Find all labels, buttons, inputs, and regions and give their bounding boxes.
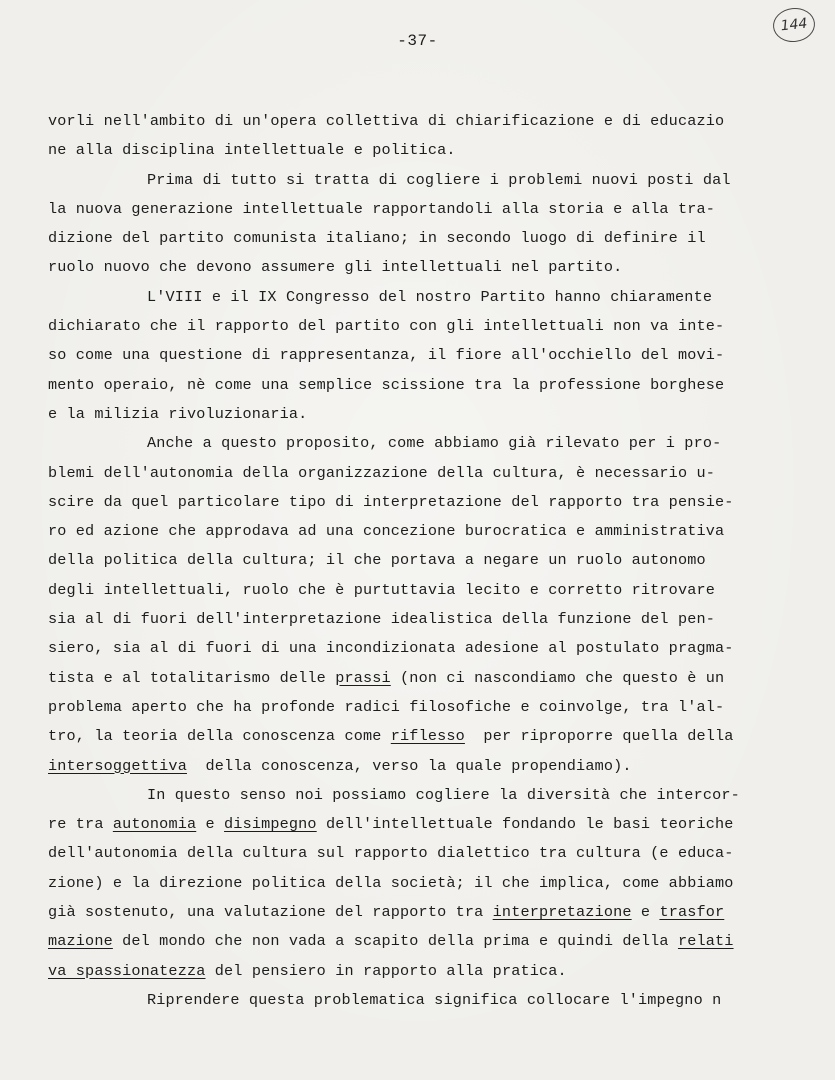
text-segment: per riproporre quella della [464, 727, 734, 746]
text-segment: della conoscenza, verso la quale propendiamo). [186, 756, 632, 775]
text-line: vorli nell'ambito di un'opera collettiva di chiarificazione e di educazio [48, 112, 725, 130]
text-line: In questo senso noi possiamo cogliere la diversità che intercor- [147, 785, 740, 804]
text-line: ro ed azione che approdava ad una concezione burocratica e amministrativa [48, 522, 725, 541]
underlined-term: mazione [48, 932, 113, 951]
text-line: problema aperto che ha profonde radici filosofiche e coinvolge, tra l'al- [48, 697, 725, 716]
text-line: sia al di fuori dell'interpretazione idealistica della funzione del pen- [48, 610, 716, 629]
text-line: siero, sia al di fuori di una incondizionata adesione al postulato pragma- [48, 639, 734, 658]
page-number: -37- [397, 32, 438, 50]
text-segment: tro, la teoria della conoscenza come [48, 727, 391, 746]
text-line [48, 898, 788, 927]
underlined-term: prassi [335, 668, 391, 687]
underlined-term: interpretazione [492, 903, 632, 922]
text-segment: dell'intellettuale fondando le basi teoriche [316, 815, 734, 834]
text-segment: del mondo che non vada a scapito della prima e quindi della [112, 932, 678, 951]
text-segment: tista e al totalitarismo delle [48, 668, 336, 687]
body-text [48, 107, 788, 1015]
text-line: Riprendere questa problematica significa collocare l'impegno n [147, 990, 722, 1009]
underlined-term: riflesso [390, 727, 465, 746]
text-line: degli intellettuali, ruolo che è purtuttavia lecito e corretto ritrovare [48, 580, 716, 599]
text-line [48, 957, 788, 986]
underlined-term: trasfor [659, 903, 725, 922]
text-line: dell'autonomia della cultura sul rapporto dialettico tra cultura (e educa- [48, 844, 734, 863]
archive-stamp: 144 [771, 6, 816, 44]
text-line: so come una questione di rappresentanza, il fiore all'occhiello del movi- [48, 346, 725, 365]
underlined-term: va spassionatezza [48, 961, 206, 980]
underlined-term: autonomia [112, 815, 197, 834]
text-line: dizione del partito comunista italiano; in secondo luogo di definire il [48, 229, 706, 248]
text-line: zione) e la direzione politica della società; il che implica, come abbiamo [48, 873, 734, 892]
text-line: Prima di tutto si tratta di cogliere i problemi nuovi posti dal [147, 170, 731, 189]
text-line: ne alla disciplina intellettuale e politica. [48, 141, 456, 160]
text-segment: re tra [48, 815, 113, 834]
text-segment: del pensiero in rapporto alla pratica. [205, 961, 567, 980]
text-segment: e [196, 815, 225, 834]
text-line [48, 810, 788, 839]
text-line [48, 722, 788, 751]
text-line [48, 752, 788, 781]
text-segment: già sostenuto, una valutazione del rapporto tra [48, 903, 493, 922]
text-line: scire da quel particolare tipo di interpretazione del rapporto tra pensie- [48, 492, 734, 511]
text-line: della politica della cultura; il che portava a negare un ruolo autonomo [48, 551, 706, 570]
underlined-term: intersoggettiva [48, 756, 187, 775]
text-segment: e [631, 903, 660, 922]
text-line: L'VIII e il IX Congresso del nostro Partito hanno chiaramente [147, 287, 713, 306]
text-line [48, 927, 788, 956]
text-line: ruolo nuovo che devono assumere gli intellettuali nel partito. [48, 258, 623, 277]
text-line: e la milizia rivoluzionaria. [48, 404, 308, 423]
text-line: Anche a questo proposito, come abbiamo già rilevato per i pro- [147, 434, 722, 453]
underlined-term: disimpegno [224, 815, 317, 834]
text-line: mento operaio, nè come una semplice scissione tra la professione borghese [48, 375, 725, 394]
text-segment: (non ci nascondiamo che questo è un [390, 668, 725, 687]
text-line: la nuova generazione intellettuale rapportandoli alla storia e alla tra- [48, 199, 716, 218]
underlined-term: relati [677, 932, 734, 951]
text-line [48, 664, 788, 693]
text-line: blemi dell'autonomia della organizzazione della cultura, è necessario u- [48, 463, 716, 482]
text-line: dichiarato che il rapporto del partito con gli intellettuali non va inte- [48, 317, 725, 336]
